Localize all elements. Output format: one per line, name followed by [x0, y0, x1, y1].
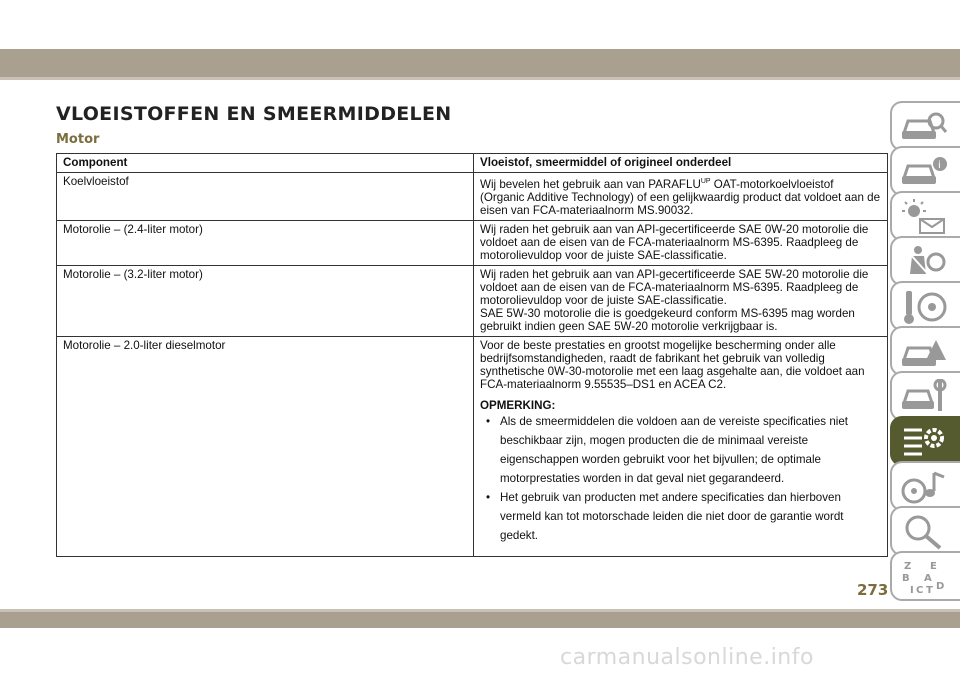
table-row [57, 173, 888, 221]
warning-lights-message-icon [900, 199, 948, 235]
top-margin [0, 0, 960, 49]
spec-superscript: UP [700, 178, 711, 185]
spec-text: OAT-motorkoelvloeistof (Organic Additive Technology) of een gelijkwaardig product dat voldoet aan de eisen van FCA-materiaalnorm MS.90032. [480, 177, 881, 217]
table-row [57, 265, 888, 336]
spec-text-extra: SAE 5W-30 motorolie die is goedgekeurd conform MS-6395 mag worden gebruikt indien geen SAE 5W-20 motorolie verkrijgbaar is. [480, 306, 855, 333]
column-header-fluid: Vloeistof, smeermiddel of origineel onderdeel [474, 154, 888, 173]
notes-list [480, 412, 881, 553]
component-cell: Motorolie – (3.2-liter motor) [57, 265, 474, 336]
tab-multimedia[interactable] [890, 461, 960, 511]
svg-text:T: T [926, 585, 933, 595]
tab-warning-lights[interactable] [890, 191, 960, 241]
spec-text: Wij bevelen het gebruik aan van PARAFLU [480, 177, 701, 191]
specs-gear-icon [900, 424, 948, 460]
svg-text:E: E [930, 561, 937, 572]
tab-technical-specs[interactable] [890, 416, 960, 466]
spec-text: Wij raden het gebruik aan van API-gecertificeerde SAE 5W-20 motorolie die voldoet aan de eisen van de FCA-materiaalnorm MS-6395. Raadpleeg de motorolievuldop voor de juiste SAE-classificatie. [480, 267, 869, 307]
tab-starting[interactable] [890, 281, 960, 331]
car-tools-icon [900, 379, 948, 415]
spec-cell: Wij raden het gebruik aan van API-gecertificeerde SAE 0W-20 motorolie die voldoet aan de eisen van de FCA-materiaalnorm MS-6395. Raadpleeg de motorolievuldop voor de juiste SAE-classificatie. [474, 220, 888, 265]
page-title: VLOEISTOFFEN EN SMEERMIDDELEN [56, 103, 452, 125]
steering-key-icon [900, 289, 948, 325]
tab-airbag[interactable] [890, 236, 960, 286]
chapter-tabs [890, 101, 960, 596]
spec-cell [474, 173, 888, 221]
component-cell: Motorolie – (2.4-liter motor) [57, 220, 474, 265]
component-cell: Motorolie – 2.0-liter dieselmotor [57, 336, 474, 556]
svg-text:D: D [936, 581, 945, 592]
svg-text:I: I [910, 585, 914, 595]
spec-text: Voor de beste prestaties en grootst mogelijke bescherming onder alle bedrijfsomstandigheden, raadt de fabrikant het gebruik van volledig synthetische 0W-30-motorolie met een laag asgehalte aan, die voldoet aan FCA-materiaalnorm 9.55535–DS1 en ACEA C2. [480, 338, 865, 391]
component-cell: Koelvloeistof [57, 173, 474, 221]
spec-cell [474, 265, 888, 336]
tab-emergency[interactable] [890, 326, 960, 376]
watermark: carmanualsonline.info [560, 645, 814, 670]
list-item: • Het gebruik van producten met andere specificaties dan hierboven vermeld kan tot motorschade leiden die niet door de garantie wordt gedekt. [480, 488, 881, 553]
svg-text:Z: Z [904, 561, 912, 572]
page-number: 273 [857, 581, 889, 599]
magnifier-icon [900, 514, 948, 550]
svg-text:A: A [924, 573, 932, 584]
car-search-icon [900, 109, 948, 145]
tab-car-info[interactable] [890, 146, 960, 196]
alphabet-index-icon [900, 559, 948, 595]
car-hazard-icon [900, 334, 948, 370]
tab-search[interactable] [890, 506, 960, 556]
note-title: OPMERKING: [480, 398, 556, 412]
tab-service[interactable] [890, 371, 960, 421]
engine-fluids-table [56, 153, 888, 557]
svg-text:B: B [902, 573, 910, 584]
table-header-row [57, 154, 888, 173]
table-row [57, 220, 888, 265]
svg-text:C: C [916, 585, 924, 595]
car-info-icon [900, 154, 948, 190]
header-band-line [0, 77, 960, 80]
table-row [57, 336, 888, 556]
svg-text:i: i [938, 160, 941, 171]
airbag-seatbelt-icon [900, 244, 948, 280]
multimedia-music-icon [900, 469, 948, 505]
header-band [0, 49, 960, 77]
column-header-component: Component [57, 154, 474, 173]
section-title: Motor [56, 132, 100, 147]
list-item: • Als de smeermiddelen die voldoen aan de vereiste specificaties niet beschikbaar zijn, mogen producten die de minimaal vereiste eigenschappen worden gebruikt voor het bijvullen; de optimale motorprestaties worden in dat geval niet gegarandeerd. [480, 412, 881, 488]
spec-cell [474, 336, 888, 556]
tab-car-search[interactable] [890, 101, 960, 151]
tab-index[interactable] [890, 551, 960, 601]
footer-band [0, 612, 960, 628]
